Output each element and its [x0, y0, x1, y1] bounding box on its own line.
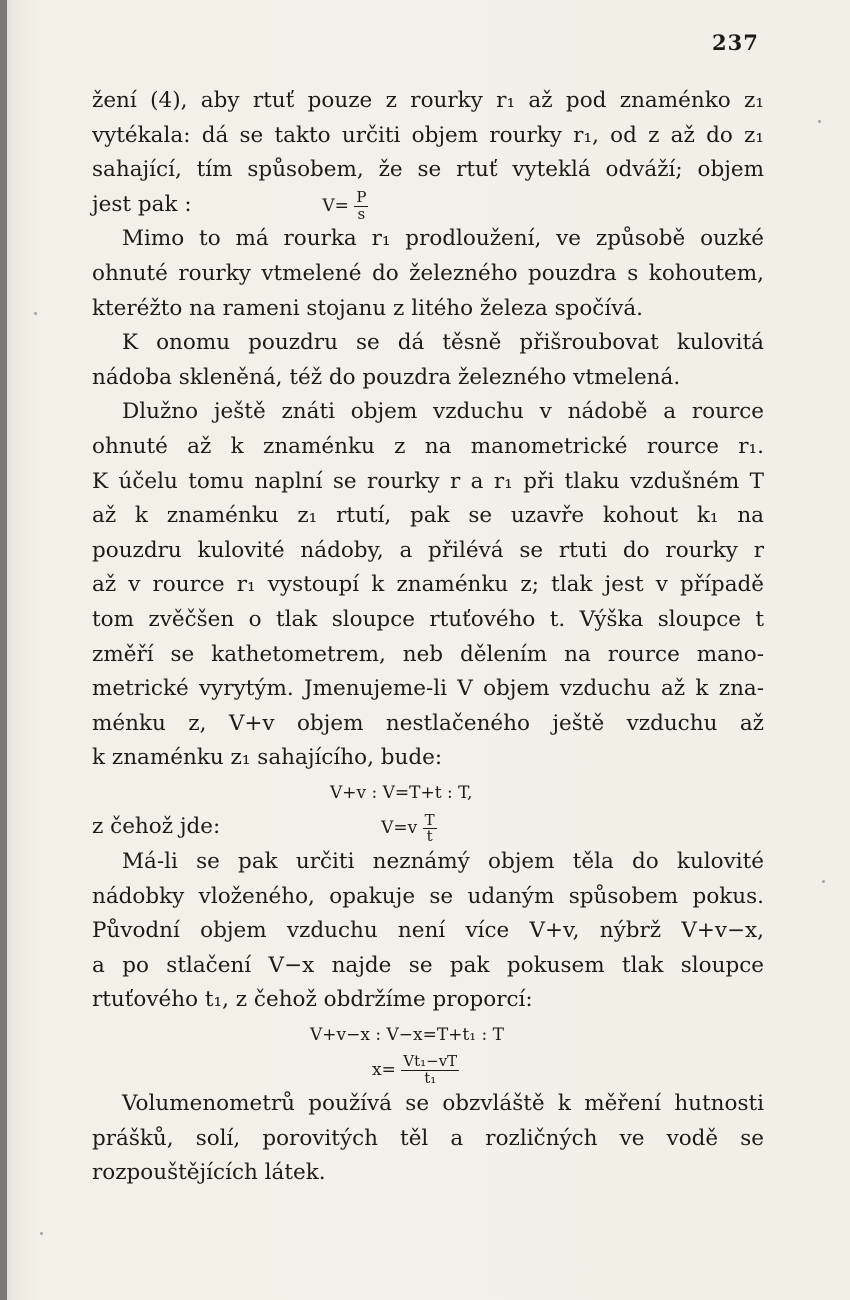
equation-lhs: x= — [372, 1059, 396, 1080]
equation-x — [92, 1053, 764, 1088]
text-line: Volumenometrů používá se obzvláště k měření hutnosti — [122, 1091, 764, 1117]
text-line: K onomu pouzdru se dá těsně přišroubovat kulovitá — [122, 330, 764, 356]
fraction-numerator: T — [424, 810, 435, 829]
page-number: 237 — [712, 30, 759, 55]
text-line: až v rource r₁ vystoupí k znaménku z; tlak jest v případě — [92, 572, 764, 598]
paper-speck — [822, 880, 825, 883]
text-line: vytékala: dá se takto určiti objem rourky r₁, od z až do z₁ — [92, 122, 764, 148]
text-line: k znaménku z₁ sahajícího, bude: — [92, 745, 443, 771]
fraction-denominator: t₁ — [424, 1068, 437, 1087]
fraction-denominator: s — [357, 204, 366, 223]
text-line: kteréžto na rameni stojanu z litého železa spočívá. — [92, 295, 644, 321]
text-line: nádobky vloženého, opakuje se udaným spůsobem pokus. — [92, 883, 764, 909]
equation-lhs: V=v — [381, 818, 418, 839]
text-line: ohnuté až k znaménku z na manometrické rource r₁. — [92, 433, 764, 459]
text-line: K účelu tomu naplní se rourky r a r₁ při tlaku vzdušném T — [92, 468, 764, 494]
text-line: Původní objem vzduchu není více V+v, nýbrž V+v−x, — [92, 918, 764, 944]
text-line: prášků, solí, porovitých těl a rozličných ve vodě se — [92, 1125, 764, 1151]
text-line: sahající, tím spůsobem, že se rtuť vyteklá odváží; objem — [92, 157, 764, 183]
text-line: Dlužno ještě znáti objem vzduchu v nádobě a rource — [122, 399, 764, 425]
equation-volume-result — [92, 810, 764, 845]
fraction — [354, 190, 368, 223]
page-text — [92, 84, 764, 1191]
fraction — [401, 1051, 459, 1087]
text-line: pouzdru kulovité nádoby, a přilévá se rtuti do rourky r — [92, 537, 764, 563]
fraction-numerator: P — [356, 188, 367, 207]
text-line: nádoba skleněná, též do pouzdra železného vtmelená. — [92, 364, 681, 390]
equation-text: V+v−x : V−x=T+t₁ : T — [310, 1025, 504, 1046]
fraction — [423, 810, 437, 846]
text-line: změří se kathetometrem, neb dělením na rource mano- — [92, 641, 764, 667]
text-line: rtuťového t₁, z čehož obdržíme proporcí: — [92, 987, 533, 1013]
paper-speck — [40, 1232, 43, 1235]
equation-lhs: V= — [322, 195, 349, 216]
text-line: Má-li se pak určiti neznámý objem těla do kulovité — [122, 849, 764, 875]
text-line: metrické vyrytým. Jmenujeme-li V objem vzduchu až k zna- — [92, 676, 764, 702]
fraction-numerator: Vt₁−vT — [403, 1051, 458, 1070]
equation-text: V+v : V=T+t : T, — [330, 782, 473, 803]
equation-label: jest pak : — [92, 191, 192, 217]
equation-proportion-2 — [92, 1018, 764, 1053]
text-line: ohnuté rourky vtmelené do železného pouzdra s kohoutem, — [92, 260, 764, 286]
page-spine-shadow — [0, 0, 7, 1300]
text-line: rozpouštějících látek. — [92, 1160, 326, 1186]
text-line: tom zvěčšen o tlak sloupce rtuťového t. Výška sloupce t — [92, 606, 764, 632]
text-line: žení (4), aby rtuť pouze z rourky r₁ až pod znaménko z₁ — [92, 88, 764, 113]
text-line: ménku z, V+v objem nestlačeného ještě vzduchu až — [92, 710, 764, 736]
equation-volume — [92, 188, 764, 223]
text-line: až k znaménku z₁ rtutí, pak se uzavře kohout k₁ na — [92, 503, 764, 529]
text-line: a po stlačení V−x najde se pak pokusem tlak sloupce — [92, 952, 764, 978]
paper-speck — [34, 312, 37, 315]
equation-proportion — [92, 776, 764, 811]
text-line: Mimo to má rourka r₁ prodloužení, ve způsobě ouzké — [122, 226, 764, 252]
paper-speck — [818, 120, 821, 123]
equation-label: z čehož jde: — [92, 814, 221, 840]
fraction-denominator: t — [426, 827, 433, 846]
